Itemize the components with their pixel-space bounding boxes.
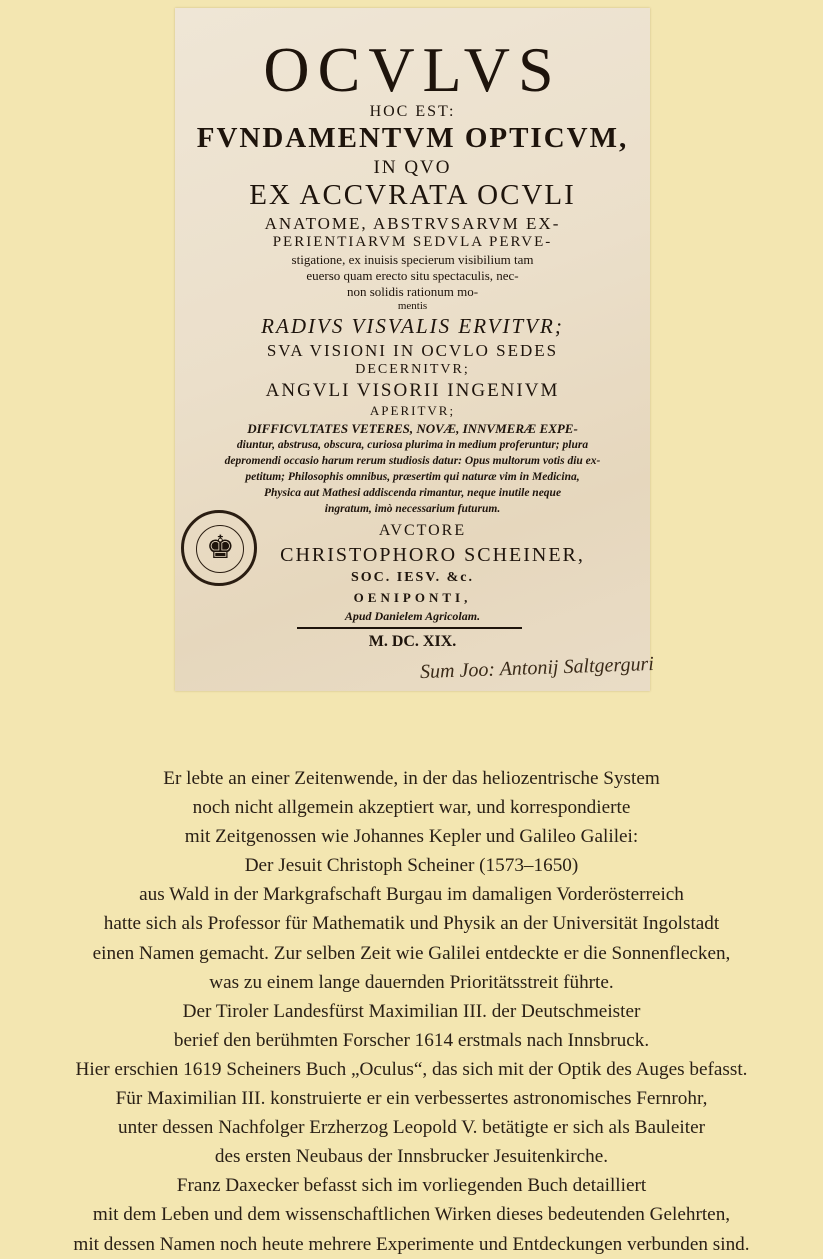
title-line: petitum; Philosophis omnibus, præsertim qui naturæ vim in Medicina, bbox=[245, 471, 580, 483]
description-line: mit dessen Namen noch heute mehrere Experimente und Entdeckungen verbunden sind. bbox=[73, 1233, 750, 1255]
eagle-emblem-icon: ♚ bbox=[206, 529, 235, 565]
description-line: berief den berühmten Forscher 1614 erstmals nach Innsbruck. bbox=[173, 1029, 650, 1051]
description-text bbox=[0, 764, 823, 1259]
description-line: mit dem Leben und dem wissenschaftlichen Wirken dieses bedeutenden Gelehrten, bbox=[92, 1204, 731, 1226]
title-oculus: OCVLVS bbox=[263, 34, 562, 105]
title-line: FVNDAMENTVM OPTICVM, bbox=[196, 122, 629, 154]
title-line: SVA VISIONI IN OCVLO SEDES bbox=[266, 341, 559, 360]
title-line: Apud Danielem Agricolam. bbox=[344, 609, 481, 623]
title-line: AVCTORE bbox=[378, 522, 467, 539]
divider-rule bbox=[297, 627, 522, 629]
imprint-year: M. DC. XIX. bbox=[368, 633, 457, 650]
title-line: EX ACCVRATA OCVLI bbox=[249, 179, 576, 211]
description-line: mit Zeitgenossen wie Johannes Kepler und Galileo Galilei: bbox=[184, 826, 639, 848]
description-line: aus Wald in der Markgrafschaft Burgau im damaligen Vorderösterreich bbox=[139, 884, 684, 906]
title-line: ingratum, imò necessarium futurum. bbox=[324, 503, 501, 515]
title-line: depromendi occasio harum rerum studiosis datur: Opus multorum votis diu ex- bbox=[224, 455, 601, 467]
description-line: des ersten Neubaus der Innsbrucker Jesuitenkirche. bbox=[214, 1146, 609, 1168]
title-line: ANATOME, ABSTRVSARVM EX- bbox=[264, 214, 561, 233]
title-line: mentis bbox=[397, 300, 428, 312]
description-line: Hier erschien 1619 Scheiners Buch „Oculus“, das sich mit der Optik des Auges befasst. bbox=[75, 1058, 748, 1080]
description-line: Franz Daxecker befasst sich im vorliegenden Buch detailliert bbox=[176, 1175, 647, 1197]
title-line: diuntur, abstrusa, obscura, curiosa plurima in medium proferuntur; plura bbox=[236, 439, 589, 451]
title-line: SOC. IESV. &c. bbox=[350, 570, 475, 585]
title-line: HOC EST: bbox=[369, 103, 456, 120]
library-stamp bbox=[181, 510, 257, 586]
description-line: was zu einem lange dauernden Prioritätsstreit führte. bbox=[209, 971, 614, 993]
title-line: ANGVLI VISORII INGENIVM bbox=[265, 380, 560, 401]
title-line: OENIPONTI, bbox=[353, 590, 472, 605]
title-page-image bbox=[175, 8, 655, 691]
author-line: CHRISTOPHORO SCHEINER, bbox=[280, 544, 585, 566]
title-line: stigatione, ex inuisis specierum visibilium tam bbox=[291, 252, 534, 267]
description-line: hatte sich als Professor für Mathematik und Physik an der Universität Ingolstadt bbox=[103, 913, 720, 935]
title-line: PERIENTIARVM SEDVLA PERVE- bbox=[272, 234, 553, 250]
title-line: APERITVR; bbox=[369, 403, 456, 418]
title-line: RADIVS VISVALIS ERVITVR; bbox=[261, 314, 564, 338]
title-line: DIFFICVLTATES VETERES, NOVÆ, INNVMERÆ EXPE- bbox=[247, 421, 578, 436]
description-line: Er lebte an einer Zeitenwende, in der das heliozentrische System bbox=[163, 768, 660, 789]
description-line: Der Tiroler Landesfürst Maximilian III. der Deutschmeister bbox=[182, 1000, 641, 1022]
title-line: non solidis rationum mo- bbox=[346, 284, 479, 299]
title-line: IN QVO bbox=[373, 157, 452, 178]
description-line: Der Jesuit Christoph Scheiner (1573–1650) bbox=[244, 855, 579, 877]
title-line: euerso quam erecto situ spectaculis, nec- bbox=[306, 268, 519, 283]
description-line: noch nicht allgemein akzeptiert war, und korrespondierte bbox=[192, 797, 631, 819]
handwritten-signature: Sum Joo: Antonij Saltgerguri bbox=[419, 652, 655, 684]
title-line: Physica aut Mathesi addiscenda rimantur, neque inutile neque bbox=[263, 487, 562, 499]
description-line: Für Maximilian III. konstruierte er ein verbessertes astronomisches Fernrohr, bbox=[115, 1088, 708, 1110]
description-line: unter dessen Nachfolger Erzherzog Leopold V. betätigte er sich als Bauleiter bbox=[118, 1117, 705, 1139]
description-line: einen Namen gemacht. Zur selben Zeit wie Galilei entdeckte er die Sonnenflecken, bbox=[92, 942, 731, 964]
title-line: DECERNITVR; bbox=[355, 362, 470, 377]
